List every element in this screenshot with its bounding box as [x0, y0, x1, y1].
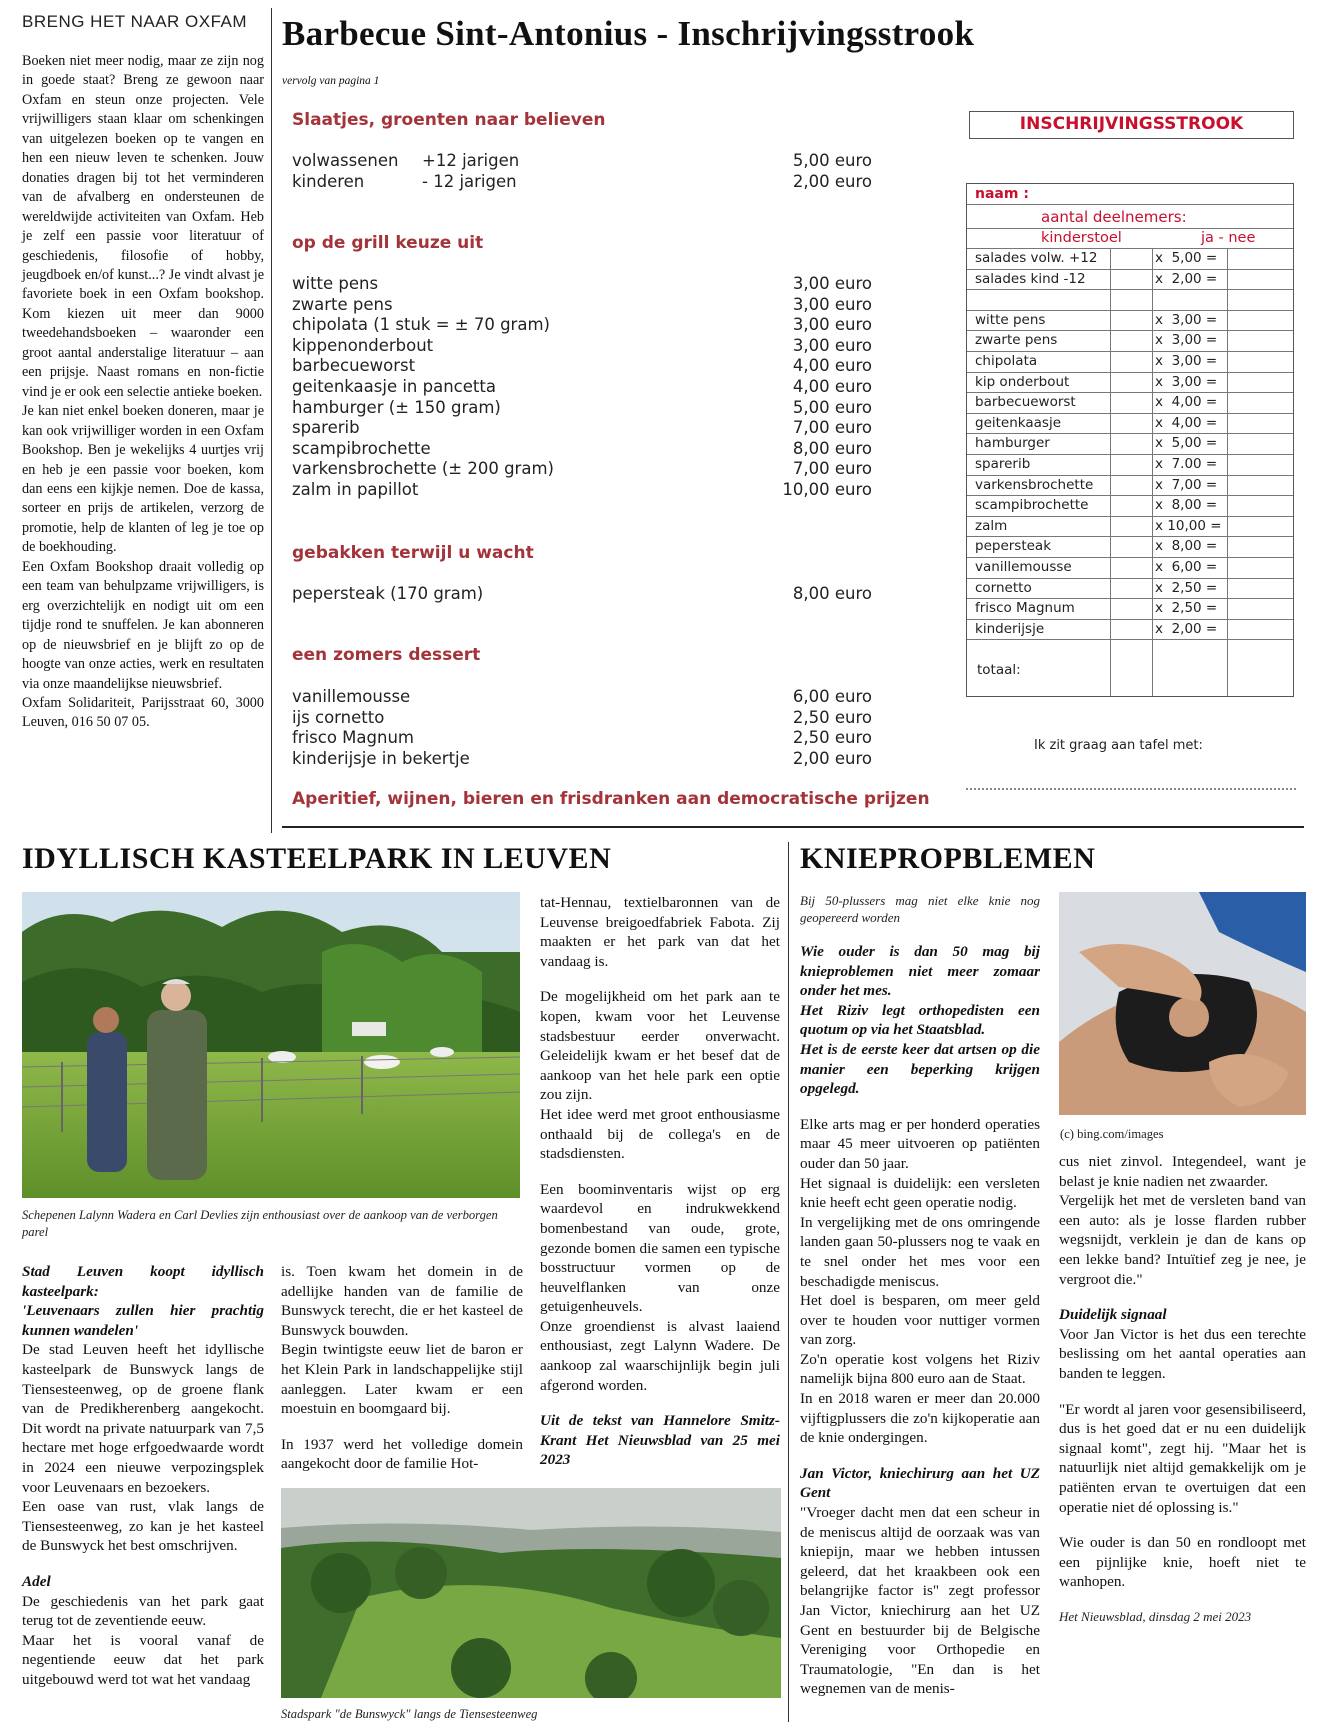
form-item-price: x 3,00 =: [1155, 332, 1218, 349]
form-quantity-field[interactable]: [1112, 248, 1150, 268]
menu-item: hamburger (± 150 gram): [292, 397, 501, 417]
knie-title: KNIEPROPBLEMEN: [800, 842, 1096, 875]
menu-row: [292, 315, 872, 336]
form-subtotal-field[interactable]: [1229, 351, 1293, 371]
form-item-price: x 2,50 =: [1155, 600, 1218, 617]
knie-col2: [1059, 1152, 1306, 1625]
form-item-price: x 8,00 =: [1155, 497, 1218, 514]
body-paragraph: Het idee werd met groot enthousiasme onthaald bij de collega's en de stadsdiensten.: [540, 1105, 780, 1163]
form-subtotal-field[interactable]: [1229, 372, 1293, 392]
kasteel-col3: [540, 893, 780, 1470]
menu-row: [292, 398, 872, 419]
menu-row: [292, 749, 872, 770]
body-paragraph: Zo'n operatie kost volgens het Riziv namelijk bijna 800 euro aan de Staat.: [800, 1350, 1040, 1388]
form-quantity-field[interactable]: [1112, 475, 1150, 495]
form-item-label: hamburger: [975, 435, 1050, 452]
kasteel-col1: [22, 1262, 264, 1689]
form-subtotal-field[interactable]: [1229, 619, 1293, 639]
photo-caption: Stadspark "de Bunswyck" langs de Tiensesteenweg: [281, 1707, 538, 1721]
form-item-price: x 2,50 =: [1155, 579, 1218, 596]
kasteel-col2: [281, 1262, 523, 1474]
knie-intro: Bij 50-plussers mag niet elke knie nog geopereerd worden: [800, 893, 1040, 925]
continued-note: vervolg van pagina 1: [282, 75, 380, 87]
oxfam-paragraph: Je kan niet enkel boeken doneren, maar je kan ook vrijwilliger worden in een Oxfam Bookshop. Ben je wekelijks 4 uurtjes vrij en heb je een passie voor boeken, kom dan eens een kijkje nemen. Doe de kassa, sorteer en prijs de artikelen, verzorg de promotie, help de klanten of leg je toe op de boekhouding.: [22, 403, 264, 556]
menu-row: [292, 708, 872, 729]
form-item-price: x 7.00 =: [1155, 456, 1218, 472]
knie-lead: Het is de eerste keer dat artsen op die manier een beperking krijgen opgelegd.: [800, 1040, 1040, 1098]
body-paragraph: Het doel is besparen, om meer geld over te houden voor nuttiger vormen van zorg.: [800, 1292, 1040, 1349]
image-credit: (c) bing.com/images: [1060, 1127, 1164, 1141]
menu-price: 7,00 euro: [792, 459, 872, 479]
menu-price: 2,50 euro: [792, 728, 872, 748]
menu-row: [292, 356, 872, 377]
form-item-label: witte pens: [975, 311, 1046, 328]
menu-item: zalm in papillot: [292, 480, 419, 499]
menu-item: volwassenen: [292, 151, 399, 170]
menu-age: +12 jarigen: [422, 151, 520, 170]
form-quantity-field[interactable]: [1112, 557, 1150, 577]
menu-row: [292, 151, 872, 172]
menu-row: [292, 459, 872, 480]
registration-form: [966, 183, 1294, 697]
form-item-price: x 2,00 =: [1155, 620, 1218, 637]
form-subtotal-field[interactable]: [1229, 248, 1293, 268]
form-quantity-field[interactable]: [1112, 330, 1150, 350]
subheading-victor: Jan Victor, kniechirurg aan het UZ Gent: [800, 1464, 1040, 1502]
form-subtotal-field[interactable]: [1229, 536, 1293, 556]
form-quantity-field[interactable]: [1112, 372, 1150, 392]
form-item-label: kinderijsje: [975, 620, 1045, 637]
form-item-price: x 7,00 =: [1155, 476, 1218, 493]
form-subtotal-field[interactable]: [1229, 269, 1293, 289]
form-item-label: frisco Magnum: [975, 600, 1075, 617]
kasteel-title: IDYLLISCH KASTEELPARK IN LEUVEN: [22, 842, 612, 875]
form-name-label: naam :: [975, 186, 1029, 202]
knie-col1: [800, 892, 1040, 1699]
form-item-price: x 3,00 =: [1155, 373, 1218, 390]
form-quantity-field[interactable]: [1112, 536, 1150, 556]
form-quantity-field[interactable]: [1112, 269, 1150, 289]
form-quantity-field[interactable]: [1112, 598, 1150, 618]
menu-item: sparerib: [292, 418, 360, 438]
form-item-price: x 4,00 =: [1155, 394, 1218, 411]
form-quantity-field[interactable]: [1112, 413, 1150, 433]
menu-price: 5,00 euro: [792, 151, 872, 170]
form-subtotal-field[interactable]: [1229, 454, 1293, 474]
menu-item: ijs cornetto: [292, 707, 385, 727]
menu-row: [292, 728, 872, 749]
menu-item: varkensbrochette (± 200 gram): [292, 459, 554, 479]
form-subtotal-field[interactable]: [1229, 392, 1293, 412]
menu-price: 8,00 euro: [792, 584, 872, 603]
aerial-photo: [281, 1488, 781, 1698]
menu-row: [292, 584, 872, 605]
form-quantity-field[interactable]: [1112, 495, 1150, 515]
form-item-label: kip onderbout: [975, 373, 1070, 390]
body-paragraph: Begin twintigste eeuw liet de baron er het Klein Park in landschappelijke stijl aanleggen. Later kwam er een moestuin en boomgaard bij.: [281, 1341, 523, 1418]
form-item-label: cornetto: [975, 579, 1032, 596]
body-paragraph: Wie ouder is dan 50 en rondloopt met een pijnlijke knie, hoeft niet te wanhopen.: [1059, 1534, 1306, 1591]
form-quantity-field[interactable]: [1112, 433, 1150, 453]
menu-price: 3,00 euro: [792, 274, 872, 293]
park-photo: [22, 892, 520, 1198]
menu-price: 7,00 euro: [792, 418, 872, 438]
column-rule: [788, 842, 789, 1722]
form-item-label: salades volw. +12: [975, 250, 1098, 266]
body-paragraph: In vergelijking met de ons omringende landen gaan 50-plussers nog te vaak en te snel onder het mes voor een beschadigde meniscus.: [800, 1213, 1040, 1290]
section-rule: [282, 826, 1304, 828]
menu-row: [292, 480, 872, 501]
menu-section-heading: op de grill keuze uit: [292, 233, 484, 253]
body-paragraph: "Er wordt al jaren voor gesensibiliseerd, dus is het goed dat er nu een duidelijk signaal komt", zegt hij. "Maar het is natuurlijk niet altijd gemakkelijk om je patiënten ervan te overtuigen dat een operatie niet dé oplossing is.": [1059, 1400, 1306, 1516]
photo-caption: Schepenen Lalynn Wadera en Carl Devlies zijn enthousiast over de aankoop van de verborgen parel: [22, 1208, 498, 1239]
form-item-label: geitenkaasje: [975, 414, 1061, 431]
menu-row: [292, 377, 872, 398]
form-participants-label: aantal deelnemers:: [1041, 208, 1187, 226]
oxfam-paragraph: Boeken niet meer nodig, maar ze zijn nog in goede staat? Breng ze gewoon naar Oxfam en steun onze projecten. Vele vrijwilligers staan klaar om schenkingen van uitgelezen boeken op te vangen en hen een nieuw leven te schenken. Jouw donaties dragen bij tot het verminderen van de afvalberg en ondersteunen de wereldwijde activiteiten van Oxfam. Heb je zelf een passie voor literatuur of geschiedenis, filosofie of hobby, jeugdboek en/of kunst...? Je vindt alvast je favoriete boek in een Oxfam bookshop. Kom kiezen uit meer dan 9000 tweedehandsboeken – waaronder een groot aantal anderstalige literatuur – aan een prijsje. Naast romans en non-fictie vind je er ook een selectie antieke boeken.: [22, 53, 264, 400]
knie-lead: Het Riziv legt orthopedisten een quotum op via het Staatsblad.: [800, 1001, 1040, 1039]
form-item-label: zwarte pens: [975, 332, 1058, 349]
menu-price: 5,00 euro: [792, 397, 872, 417]
body-paragraph: is. Toen kwam het domein in de adellijke handen van de familie de Bunswyck terecht, die er het kasteel de Bunswyck bouwden.: [281, 1263, 523, 1339]
menu-price: 10,00 euro: [782, 480, 872, 499]
form-item-label: chipolata: [975, 353, 1038, 369]
menu-section-heading: een zomers dessert: [292, 645, 481, 665]
menu-item: pepersteak (170 gram): [292, 584, 484, 603]
form-item-price: x 5,00 =: [1155, 435, 1218, 452]
form-quantity-field[interactable]: [1112, 516, 1150, 536]
menu-price: 3,00 euro: [792, 335, 872, 355]
form-quantity-field[interactable]: [1112, 454, 1150, 474]
form-subtotal-field[interactable]: [1229, 330, 1293, 350]
form-item-price: x 8,00 =: [1155, 538, 1218, 555]
menu-row: [292, 687, 872, 708]
menu-item: frisco Magnum: [292, 728, 414, 748]
body-paragraph: Vergelijk het met de versleten band van een auto: als je losse flarden rubber wegsnijdt, verklein je dan de kans op een lekke band? Intuïtief zeg je nee, je vergroot die.": [1059, 1192, 1306, 1288]
form-item-label: vanillemousse: [975, 559, 1072, 575]
form-item-label: salades kind -12: [975, 270, 1086, 287]
oxfam-heading: BRENG HET NAAR OXFAM: [22, 12, 248, 31]
form-subtotal-field[interactable]: [1229, 598, 1293, 618]
body-paragraph: Een oase van rust, vlak langs de Tiensesteenweg, zo kan je het kasteel de Bunswyck het best omschrijven.: [22, 1498, 264, 1555]
form-item-price: x 4,00 =: [1155, 414, 1218, 431]
menu-price: 3,00 euro: [792, 315, 872, 335]
menu-price: 8,00 euro: [792, 438, 872, 458]
form-highchair-label: kinderstoel: [1041, 230, 1122, 246]
knee-photo: [1059, 892, 1306, 1115]
article-source: Het Nieuwsblad, dinsdag 2 mei 2023: [1059, 1608, 1252, 1624]
table-preference-label: Ik zit graag aan tafel met:: [1034, 738, 1203, 753]
menu-item: kippenonderbout: [292, 335, 434, 355]
form-item-label: zalm: [975, 517, 1008, 534]
body-paragraph: Maar het is vooral vanaf de negentiende eeuw dat het park uitgebouwd werd tot wat het vandaag: [22, 1631, 264, 1688]
body-paragraph: Elke arts mag er per honderd operaties maar 45 meer uitvoeren op patiënten ouder dan 50 jaar.: [800, 1115, 1040, 1172]
body-paragraph: Onze groendienst is alvast laaiend enthousiast, zegt Lalynn Wadere. De aankoop zal waarschijnlijk begin juli afgerond worden.: [540, 1317, 780, 1394]
menu-row: [292, 418, 872, 439]
lead-heading: Stad Leuven koopt idyllisch kasteelpark:: [22, 1263, 264, 1300]
form-item-price: x 5,00 =: [1155, 250, 1218, 266]
subheading-adel: Adel: [22, 1572, 51, 1590]
bbq-title: Barbecue Sint-Antonius - Inschrijvingsstrook: [282, 14, 975, 53]
menu-item: vanillemousse: [292, 687, 411, 706]
menu-price: 4,00 euro: [792, 377, 872, 396]
body-paragraph: tat-Hennau, textielbaronnen van de Leuvense breigoedfabriek Fabota. Zij maakten er het park van dat het vandaag is.: [540, 894, 780, 970]
menu-row: [292, 336, 872, 357]
table-preference-line[interactable]: [966, 788, 1296, 790]
menu-row: [292, 274, 872, 295]
menu-item: scampibrochette: [292, 438, 431, 458]
menu-item: witte pens: [292, 274, 379, 293]
oxfam-column: [22, 12, 264, 733]
form-item-price: x 3,00 =: [1155, 353, 1218, 369]
drinks-note: Aperitief, wijnen, bieren en frisdranken aan democratische prijzen: [292, 789, 930, 809]
menu-price: 2,50 euro: [792, 707, 872, 727]
menu-row: [292, 439, 872, 460]
menu-price: 6,00 euro: [792, 687, 872, 706]
menu-price: 3,00 euro: [792, 294, 872, 314]
form-subtotal-field[interactable]: [1229, 495, 1293, 515]
oxfam-paragraph: Een Oxfam Bookshop draait volledig op een team van behulpzame vrijwilligers, is erg overzichtelijk en nodigt uit om een tijdje rond te snuffelen. Je kan abonneren op de nieuwsbrief en je blijft zo op de hoogte van onze acties, werk en resultaten via onze maandelijkse nieuwsbrief.: [22, 558, 264, 692]
form-item-price: x 6,00 =: [1155, 559, 1218, 575]
lead-quote: 'Leuvenaars zullen hier prachtig kunnen wandelen': [22, 1302, 264, 1339]
form-item-label: scampibrochette: [975, 497, 1089, 514]
form-item-label: varkensbrochette: [975, 476, 1094, 493]
knie-lead: Wie ouder is dan 50 mag bij knieproblemen niet meer zomaar onder het mes.: [800, 943, 1040, 1000]
form-yes-no: ja - nee: [1201, 230, 1256, 246]
menu-item: kinderen: [292, 172, 365, 191]
body-paragraph: Een boominventaris wijst op erg waardevol en indrukwekkend bomenbestand van oude, grote, gezonde bomen die samen een typische bosstructuur vormen op de heuvelflanken van onze getuigenheuvels.: [540, 1180, 780, 1316]
menu-item: zwarte pens: [292, 294, 393, 314]
body-paragraph: Voor Jan Victor is het dus een terechte beslissing om het aantal operaties aan banden te leggen.: [1059, 1325, 1306, 1382]
oxfam-paragraph: Oxfam Solidariteit, Parijsstraat 60, 3000 Leuven, 016 50 07 05.: [22, 694, 264, 731]
menu-age: - 12 jarigen: [422, 172, 517, 191]
body-paragraph: De geschiedenis van het park gaat terug tot de zeventiende eeuw.: [22, 1592, 264, 1630]
form-quantity-field[interactable]: [1112, 351, 1150, 371]
form-item-price: x 3,00 =: [1155, 311, 1218, 328]
form-quantity-field[interactable]: [1112, 619, 1150, 639]
article-source: Uit de tekst van Hannelore Smitz- Krant Het Nieuwsblad van 25 mei 2023: [540, 1412, 780, 1469]
knee-photo-image: [1059, 892, 1306, 1115]
menu-row: [292, 295, 872, 316]
form-subtotal-field[interactable]: [1229, 475, 1293, 495]
body-paragraph: In 1937 werd het volledige domein aangekocht door de familie Hot-: [281, 1435, 523, 1473]
menu-item: kinderijsje in bekertje: [292, 748, 470, 768]
form-item-label: sparerib: [975, 456, 1031, 472]
menu-row: [292, 172, 872, 193]
form-subtotal-field[interactable]: [1229, 578, 1293, 598]
form-quantity-field[interactable]: [1112, 310, 1150, 330]
form-row-line: [967, 289, 1293, 290]
quote-paragraph: "Vroeger dacht men dat een scheur in de meniscus altijd de oorzaak was van kniepijn, maar we hebben intussen geleerd, dat het kraakbeen ook een belangrijke factor is" zegt professor Jan Victor, kniechirurg aan het UZ Gent en bestuurder bij de Belgische Vereniging voor Orthopedie en Traumatologie, "En dan is het wegnemen van de menis-: [800, 1504, 1040, 1698]
menu-section-heading: gebakken terwijl u wacht: [292, 543, 534, 563]
form-title: INSCHRIJVINGSSTROOK: [969, 111, 1294, 139]
body-paragraph: cus niet zinvol. Integendeel, want je belast je knie nadien net zwaarder.: [1059, 1153, 1306, 1190]
form-quantity-field[interactable]: [1112, 392, 1150, 412]
form-subtotal-field[interactable]: [1229, 557, 1293, 577]
form-subtotal-field[interactable]: [1229, 516, 1293, 536]
form-item-label: pepersteak: [975, 538, 1052, 555]
form-row-line: [967, 639, 1293, 640]
body-paragraph: De mogelijkheid om het park aan te kopen, kwam voor het Leuvense stadsbestuur eerder onverwacht. Geleidelijk kwam er het besef dat de aankoop van het hele park een optie zou zijn.: [540, 988, 780, 1104]
menu-item: barbecueworst: [292, 356, 416, 376]
form-quantity-field[interactable]: [1112, 578, 1150, 598]
aerial-photo-image: [281, 1488, 781, 1698]
body-paragraph: In en 2018 waren er meer dan 20.000 vijftigplussers die zo'n kijkoperatie aan de knie ondergingen.: [800, 1390, 1040, 1447]
menu-price: 2,00 euro: [792, 172, 872, 191]
column-rule: [271, 8, 272, 833]
menu-item: geitenkaasje in pancetta: [292, 377, 496, 396]
body-paragraph: De stad Leuven heeft het idyllische kasteelpark de Bunswyck langs de Tiensesteenweg, op de groene flank van de Predikherenberg aangekocht. Dit wordt na private natuurpark van 7,5 hectare met hoge erfgoedwaarde wordt in 2024 een nieuwe verpozingsplek voor Leuvenaars en bezoekers.: [22, 1341, 264, 1496]
menu-price: 4,00 euro: [792, 356, 872, 376]
form-item-label: barbecueworst: [975, 394, 1076, 411]
form-total-label: totaal:: [977, 662, 1021, 678]
form-item-price: x 10,00 =: [1155, 517, 1222, 534]
oxfam-body: [22, 52, 264, 733]
menu-section-heading: Slaatjes, groenten naar believen: [292, 110, 606, 130]
subheading-signaal: Duidelijk signaal: [1059, 1306, 1167, 1324]
form-item-price: x 2,00 =: [1155, 270, 1218, 287]
form-subtotal-field[interactable]: [1229, 433, 1293, 453]
menu-price: 2,00 euro: [792, 748, 872, 768]
form-subtotal-field[interactable]: [1229, 413, 1293, 433]
menu-item: chipolata (1 stuk = ± 70 gram): [292, 315, 550, 335]
body-paragraph: Het signaal is duidelijk: een versleten knie heeft echt geen operatie nodig.: [800, 1174, 1040, 1212]
park-photo-image: [22, 892, 520, 1198]
form-subtotal-field[interactable]: [1229, 310, 1293, 330]
